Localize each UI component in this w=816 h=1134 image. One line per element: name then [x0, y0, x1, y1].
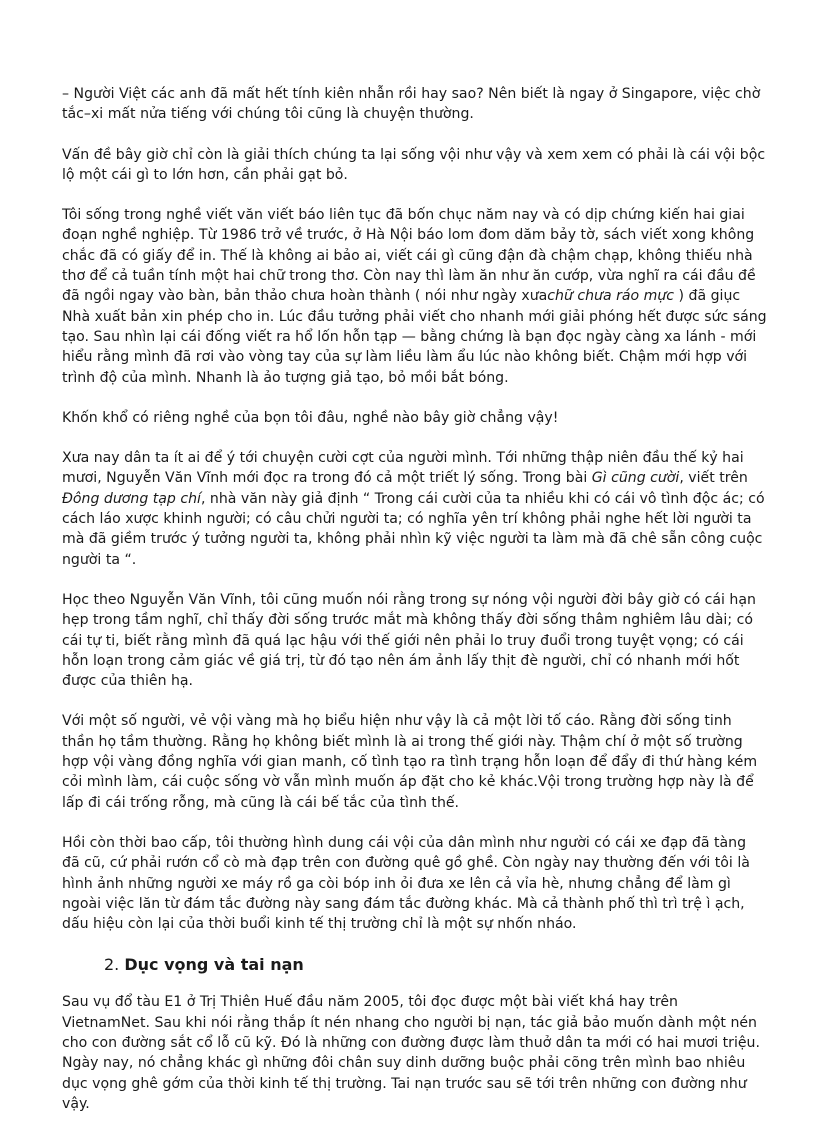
section-heading — [104, 954, 768, 976]
article-title: Gì cũng cười — [591, 470, 680, 487]
paragraph-bicycle-motorbike: Hồi còn thời bao cấp, tôi thường hình dung cái vội của dân mình như người có cái xe đạp đã tàng đã cũ, cứ phải rướn cổ cò mà đạp trên con đường quê gồ ghề. Còn ngày nay thường đến với tôi là hình ảnh những người xe máy rồ ga còi bóp inh ỏi đưa xe lên cả vỉa hè, nhưng chẳng để làm gì ngoài việc lăn từ đám tắc đường này sang đám tắc đường khác. Mà cả thành phố thì trì trệ ì ạch, dấu hiệu còn lại của thời buổi kinh tế thị trường chỉ là một sự nhốn nháo. — [62, 834, 750, 933]
text-run: ) đã giục Nhà xuất bản xin phép cho in. Lúc đầu tưởng phải viết cho nhanh mới giải phóng hết được sức sáng tạo. Sau nhìn lại cái đống viết ra hổ lốn hỗn tạp — bằng chứng là bạn đọc ngày càng xa lánh - mới hiểu rằng mình đã rơi vào vòng tay của sự làm liều làm ẩu lúc nào không biết. Chậm mới hợp với trình độ của mình. Nhanh là ảo tượng giả tạo, bỏ mồi bắt bóng. — [62, 288, 767, 386]
paragraph-dialogue: – Người Việt các anh đã mất hết tính kiên nhẫn rồi hay sao? Nên biết là ngay ở Singapore, việc chờ tắc–xi mất nửa tiếng với chúng tôi cũng là chuyện thường. — [62, 86, 761, 123]
text-run: , viết trên — [679, 470, 748, 487]
paragraph-every-profession: Khốn khổ có riêng nghề của bọn tôi đâu, nghề nào bây giờ chẳng vậy! — [62, 409, 559, 426]
paragraph-problem: Vấn đề bây giờ chỉ còn là giải thích chúng ta lại sống vội như vậy và xem xem có phải là cái vội bộc lộ một cái gì to lớn hơn, cần phải gạt bỏ. — [62, 146, 766, 183]
text-run: Tôi sống trong nghề viết văn viết báo liên tục đã bốn chục năm nay và có dịp chứng kiến hai giai đoạn nghề nghiệp. Từ 1986 trở về trước, ở Hà Nội báo lom đom dăm bảy tờ, sách viết xong không chắc đã có giấy để in. Thế là không ai bảo ai, viết cái gì cũng đận đà chậm chạp, không thiếu nhà thơ để cả tuần tính một hai chữ trong thơ. Còn nay thì làm ăn như ăn cướp, vừa nghĩ ra cái đầu đề đã ngồi ngay vào bàn, bản thảo chưa hoàn thành ( nói như ngày xưa — [62, 207, 756, 305]
text-run: Xưa nay dân ta ít ai để ý tới chuyện cười cợt của người mình. Tới những thập niên đầu thế kỷ hai mươi, Nguyễn Văn Vĩnh mới đọc ra trong đó cả một triết lý sống. Trong bài — [62, 450, 744, 487]
paragraph-writing-career — [62, 205, 768, 388]
section-number: 2. — [104, 955, 120, 975]
paragraph-accusation: Với một số người, vẻ vội vàng mà họ biểu hiện như vậy là cả một lời tố cáo. Rằng đời sống tinh thần họ tầm thường. Rằng họ không biết mình là ai trong thế giới này. Thậm chí ở một số trường hợp vội vàng đồng nghĩa với gian manh, cố tình tạo ra tình trạng hỗn loạn để đẩy đi thứ hàng kém cỏi mình làm, cái cuộc sống vờ vẫn mình muốn áp đặt cho kẻ khác.Vội trong trường hợp này là để lấp đi cái trống rỗng, mà cũng là cái bế tắc của tình thế. — [62, 713, 758, 811]
document-page — [62, 84, 768, 1134]
paragraph-laughter — [62, 448, 768, 570]
section-title: Dục vọng và tai nạn — [124, 955, 304, 975]
paragraph-haste-analysis: Học theo Nguyễn Văn Vĩnh, tôi cũng muốn nói rằng trong sự nóng vội người đời bây giờ có cái hạn hẹp trong tầm nghĩ, chỉ thấy đời sống trước mắt mà không thấy đời sống thâm nghiêm lâu dài; có cái tự ti, biết rằng mình đã quá lạc hậu với thế giới nên phải lo truy đuổi trong tuyệt vọng; có cái hỗn loạn trong cảm giác về giá trị, từ đó tạo nên ám ảnh lấy thịt đè người, chỉ có nhanh mới hốt được của thiên hạ. — [62, 591, 756, 690]
italic-phrase: chữ chưa ráo mực — [547, 288, 675, 305]
journal-title: Đông dương tạp chí — [62, 490, 201, 507]
text-run: , nhà văn này giả định “ Trong cái cười của ta nhiều khi có cái vô tình độc ác; có cách láo xược khinh người; có câu chửi người ta; có nghĩa yên trí không phải nghe hết lời người ta mà đã giềm trước ý tưởng người ta, không phải nhìn kỹ việc người ta làm mà đã chê sẵn công cuộc người ta “. — [62, 490, 765, 568]
paragraph-train-accident: Sau vụ đổ tàu E1 ở Trị Thiên Huế đầu năm 2005, tôi đọc được một bài viết khá hay trên VietnamNet. Sau khi nói rằng thắp ít nén nhang cho người bị nạn, tác giả bảo muốn dành một nén cho con đường sắt cổ lỗ cũ kỹ. Đó là những con đường được làm thuở dân ta mới có hai mươi triệu. Ngày nay, nó chẳng khác gì những đôi chân suy dinh dưỡng buộc phải cõng trên mình bao nhiêu dục vọng ghê gớm của thời kinh tế thị trường. Tai nạn trước sau sẽ tới trên những con đường như vậy. — [62, 994, 760, 1112]
